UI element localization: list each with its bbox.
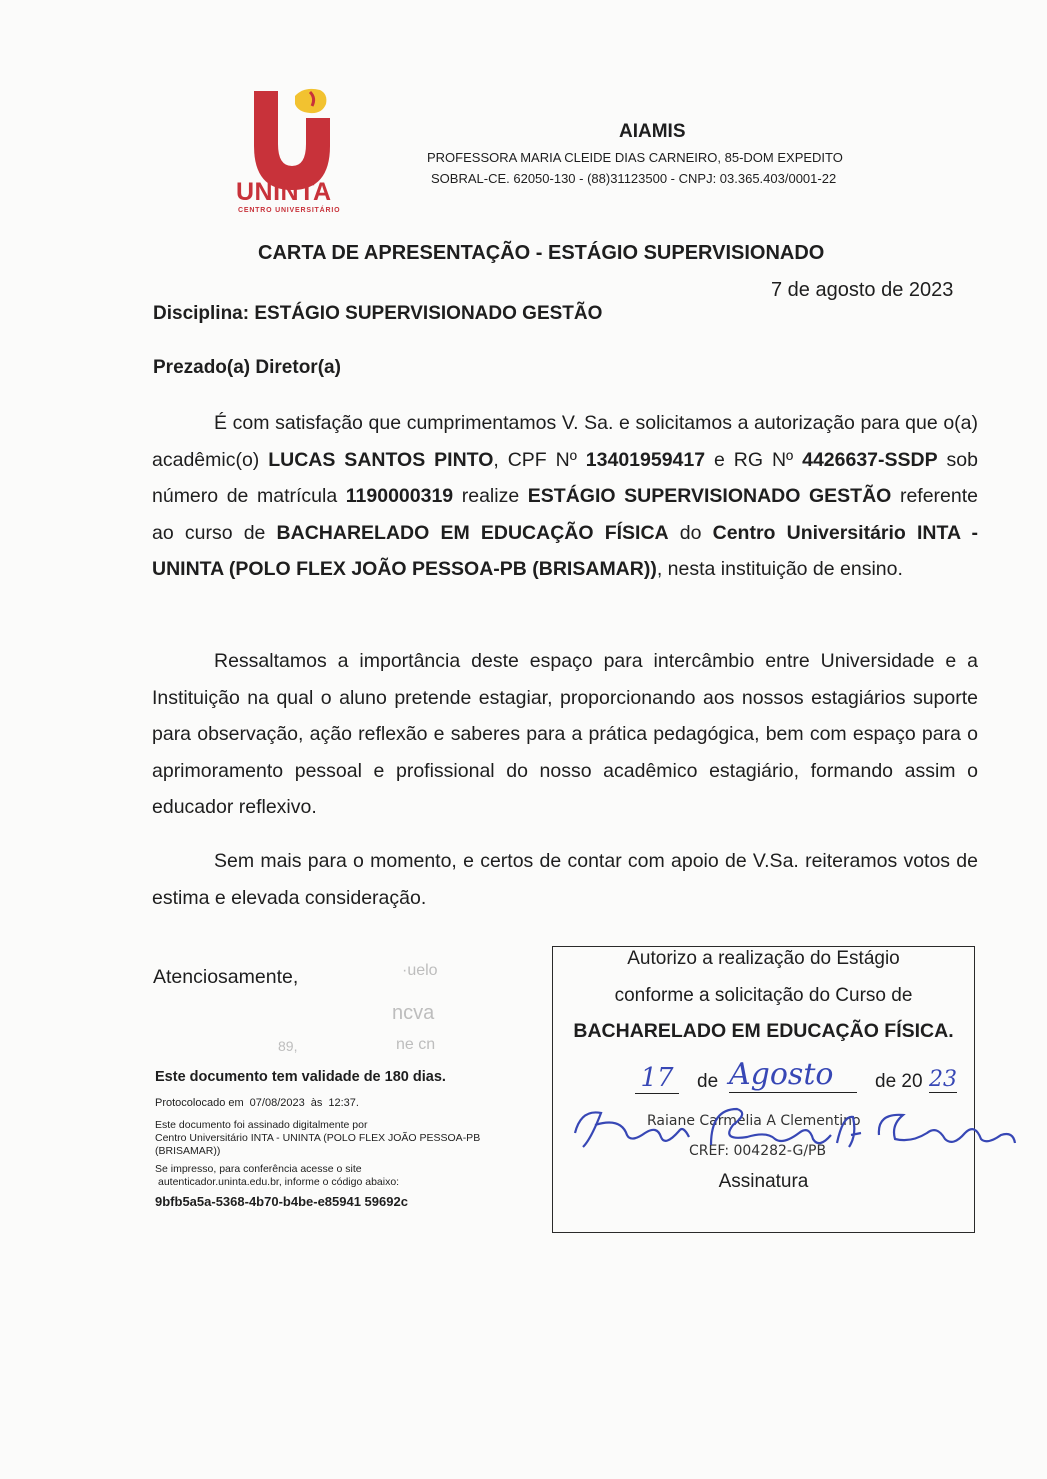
stamp-artifact: ·uelo <box>402 962 438 979</box>
paragraph-importance: Ressaltamos a importância deste espaço para intercâmbio entre Universidade e a Instituição na qual o aluno pretende estagiar, proporcionando aos nossos estagiários suporte para observação, ação reflexão e saberes para a prática pedagógica, bem com espaço para o aprimoramento pessoal e profissional do nosso acadêmico estagiário, formando assim o educador reflexivo. <box>152 650 978 819</box>
greeting: Prezado(a) Diretor(a) <box>153 357 341 378</box>
institution-name: AIAMIS <box>619 121 686 142</box>
student-name: LUCAS SANTOS PINTO <box>268 448 494 471</box>
authorization-line-2: conforme a solicitação do Curso de <box>614 985 913 1006</box>
handwritten-month: Agosto <box>729 1057 857 1093</box>
handwritten-signature-icon <box>561 1095 1021 1165</box>
university-name: Centro Universitário INTA - UNINTA (POLO FLEX JOÃO PESSOA-PB (BRISAMAR)) <box>152 521 978 581</box>
verification-code: 9bfb5a5a-5368-4b70-b4be-e85941 59692c <box>155 1194 408 1209</box>
handwritten-day: 17 <box>635 1063 679 1094</box>
protocol-line: Protocolocado em 07/08/2023 às 12:37. <box>155 1097 359 1109</box>
verify-line-1: Se impresso, para conferência acesse o site <box>155 1163 362 1175</box>
letter-date: 7 de agosto de 2023 <box>771 279 954 301</box>
authorization-course: BACHARELADO EM EDUCAÇÃO FÍSICA. <box>573 1020 954 1042</box>
address-line-2: SOBRAL-CE. 62050-130 - (88)31123500 - CNPJ: 03.365.403/0001-22 <box>431 171 837 186</box>
stamp-artifact: ne cn <box>396 1036 436 1053</box>
rg-number: 4426637-SSDP <box>802 448 938 471</box>
internship-name: ESTÁGIO SUPERVISIONADO GESTÃO <box>527 485 892 508</box>
paragraph-request: É com satisfação que cumprimentamos V. Sa. e solicitamos a autorização para que o(a) acadêmic(o) LUCAS SANTOS PINTO, CPF Nº 13401959417 e RG Nº 4426637-SSDP sob número de matrícula 1190000319 realize ESTÁGIO SUPERVISIONADO GESTÃO referente ao curso de BACHARELADO EM EDUCAÇÃO FÍSICA do Centro Universitário INTA - UNINTA (POLO FLEX JOÃO PESSOA-PB (BRISAMAR)), nesta instituição de ensino. <box>152 412 979 581</box>
signature-label: Assinatura <box>718 1171 809 1192</box>
validity-title: Este documento tem validade de 180 dias. <box>155 1069 446 1085</box>
address-line-1: PROFESSORA MARIA CLEIDE DIAS CARNEIRO, 85-DOM EXPEDITO <box>427 150 843 165</box>
matricula-number: 1190000319 <box>345 485 454 508</box>
signed-line-3: (BRISAMAR)) <box>155 1145 221 1157</box>
logo-name: UNINTA <box>236 178 332 206</box>
stamp-artifact: ncva <box>392 1002 435 1024</box>
authorization-line-1: Autorizo a realização do Estágio <box>627 948 900 969</box>
course-name: BACHARELADO EM EDUCAÇÃO FÍSICA <box>276 521 669 544</box>
discipline: Disciplina: ESTÁGIO SUPERVISIONADO GESTÃO <box>153 303 603 324</box>
signed-line-2: Centro Universitário INTA - UNINTA (POLO FLEX JOÃO PESSOA-PB <box>155 1132 481 1144</box>
signed-line-1: Este documento foi assinado digitalmente por <box>155 1119 368 1131</box>
stamp-crep: CREF: 004282-G/PB <box>689 1143 827 1159</box>
verify-line-2: autenticador.uninta.edu.br, informe o código abaixo: <box>158 1176 400 1188</box>
logo-subtitle: CENTRO UNIVERSITÁRIO <box>238 207 341 214</box>
letter-title: CARTA DE APRESENTAÇÃO - ESTÁGIO SUPERVISIONADO <box>258 242 825 264</box>
authorization-box: Autorizo a realização do Estágio conforme a solicitação do Curso de BACHARELADO EM EDUCAÇÃO FÍSICA. 17 de Agosto de 20 23 Raiane Carmelia A Clementino CREF: 004282-G/PB Assinatura <box>552 946 975 1233</box>
paragraph-closing: Sem mais para o momento, e certos de contar com apoio de V.Sa. reiteramos votos de estima e elevada consideração. <box>152 850 978 909</box>
handwritten-year: 23 <box>929 1067 957 1092</box>
closing-salutation: Atenciosamente, <box>153 966 299 988</box>
cpf-number: 13401959417 <box>585 448 706 471</box>
stamp-artifact: 89, <box>278 1038 298 1054</box>
stamp-name: Raiane Carmelia A Clementino <box>647 1113 861 1129</box>
